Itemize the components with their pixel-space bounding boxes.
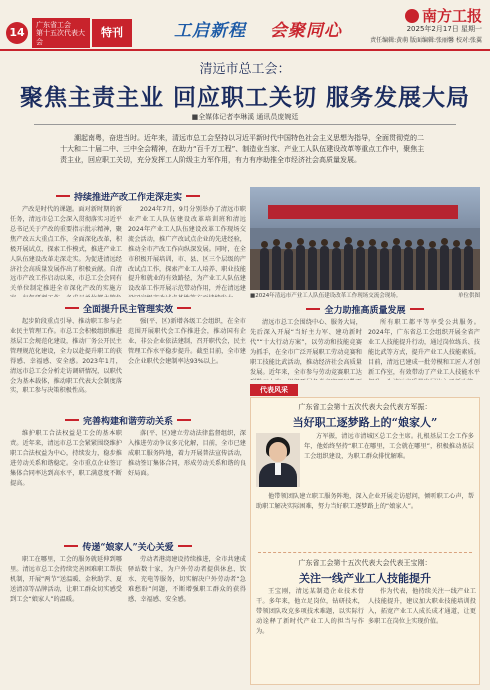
- theme-banner: [174, 16, 342, 41]
- article-headline: 聚焦主责主业 回应职工关切 服务发展大局: [19, 84, 470, 111]
- theme-banner-left: 工启新程: [174, 21, 246, 41]
- newspaper-brand: [405, 5, 482, 26]
- section-1-text-col-b: 2024年7月，9月分别举办了清远市职业产业工人队伍建设改革培训班和清远2024年产业工人队伍建设改革工作现场交流会活动，推广产改试点企业的先进经验，推动全市产改工作向纵深发展。同时，在全市积极开展培训，市、县、区三个层级的产改试点工作，探索产业工人培养、职业技能提升和就业的有效路径，为产业工人队伍建设改革工作开展示范带动作用，并在清远建: [128, 206, 246, 293]
- editor-credits: 责任编辑:黄萌 版面编辑:张丽馨 校对:张翼: [370, 37, 482, 44]
- section-2-text-col-a: 起步阶段重点引导、推动职工参与企业民主管理工作。市总工会积极组织推进基层工会规范化建设，推动厂务公开民主管理规范化建设，全力以赴提升职工的获得感、幸福感、安全感。2023年1月，清远市总工会分析走访调研情况，以职代会为基本载体，推动职工代表大会制度落实，职工参与决策积极性高。: [10, 318, 122, 395]
- photo-caption-text: ■2024年清远市产业工人队伍建设改革工作现场交流会现场。: [250, 293, 402, 299]
- section-3-text-col-b: 落(平、区)建立劳动法律监督组织，深入推进劳动争议多元化解，目前，全市已建成职工服务阵地，着力开展普法宣传活动，推动签订集体合同，形成劳动关系和谐的良好局面。: [128, 430, 246, 477]
- rep2-subtitle: 广东省工会第十五次代表大会代表王宝刚：: [298, 559, 432, 567]
- section-label-line1: 广东省工会: [36, 21, 71, 29]
- rep2-title: 关注一线产业工人技能提升: [299, 572, 431, 585]
- brand-logo-icon: [405, 9, 419, 23]
- photo-source: 单位供图: [457, 293, 480, 299]
- rep1-text-a: 方军振，清远市清城区总工会主席。扎根基层工会工作多年，他始终坚持“职工在哪里，工会就在哪里”，积极推动基层工会组织建设，为职工群众排忧解难。: [304, 433, 474, 460]
- section-title-right: 全力助推高质量发展: [250, 303, 480, 316]
- rep1-portrait: [256, 433, 300, 487]
- section-title-2: 全面提升民主管理实效: [10, 302, 246, 315]
- rep2-text-a: 王宝刚，清远某制造企业技术骨干。多年来，他立足岗位，钻研技术，带领团队攻克多项技术难题，以实际行动诠释了新时代产业工人的担当与作为。: [256, 588, 364, 635]
- section-3-text-col-a: 维护职工合法权益是工会的基本职责。近年来，清远市总工会紧紧围绕维护职工合法权益为中心，持续发力，稳步推进劳动关系和谐稳定。全市重点企业签订集体合同率达到高水平，职工满意度不断提高。: [10, 430, 122, 487]
- masthead: [0, 0, 490, 50]
- rep1-text-b: 他带领团队建立职工服务阵地，深入企业开展走访慰问，倾听职工心声，帮助职工解决实际困难，努力当好职工逐梦路上的“娘家人”。: [256, 493, 474, 510]
- page-number: 14: [6, 22, 28, 44]
- issue-date: 2025年2月17日 星期一: [406, 25, 482, 33]
- article-kicker: 清远市总工会：: [199, 62, 291, 77]
- right-section-text-col-a: 清远市总工会围绕中心、服务大局，先后深入开展“当好主力军、建功新时代”“十大行动方案”，以劳动和技能竞赛为抓手，在全市广泛开展职工劳动竞赛和职工技能比武活动，推动经济社会高质量发展。近年来，全市参与劳动竞赛职工达: [250, 319, 362, 376]
- section-title-3: 完善构建和谐劳动关系: [10, 414, 246, 427]
- section-title-4: 传递“娘家人”关心关爱: [10, 540, 246, 553]
- section-2-text-col-b: 强(平、区)新增各级工会组织，在全市范围开展职代会工作推进会，推动国有企业、非公企业依法建制，召开职代会，民主管理工作水平稳步提升。截至目前，全市建会企业职代会建制率达93%以上。: [128, 318, 246, 365]
- headline-divider: [34, 124, 456, 125]
- section-label: [32, 18, 90, 48]
- brand-name: 南方工报: [421, 7, 482, 25]
- section-4-text-col-a: 职工在哪里，工会的服务就延伸到哪里。清远市总工会持续完善困难职工帮扶机制，开展“两节”送温暖、金秋助学、夏送清凉等品牌活动，让职工群众切实感受到工会“娘家人”的温暖。: [10, 556, 122, 603]
- rep2-text-b: 作为代表，他持续关注一线产业工人技能提升，建议加大职业技能培训投入，拓宽产业工人成长成才通道，让更多职工在岗位上实现价值。: [368, 588, 476, 625]
- masthead-rule: [0, 49, 490, 51]
- section-4-text-col-b: 劳动者港湾建设持续推进，全市共建成驿站数十家，为户外劳动者提供休息、饮水、充电等服务，切实解决户外劳动者“急难愁盼”问题，不断增强职工群众的获得感、幸福感、安全感。: [128, 556, 246, 603]
- rep-divider: [258, 552, 472, 553]
- section-1-text-col-a: 产改是时代的课题。面对新时期的新任务，清远市总工会深入贯彻落实习近平总书记关于产改的重要指示批示精神，聚焦产改五大重点工作，全面深化改革，积极开展试点、探索工作模式，推进产业工人队伍建设改革走深走实。为促进清远经济社会高质量发展作出了积极贡献。自清远市产改工作启动以来，市总工会会同有关单位制定推进全市深化产改的实施方: [10, 206, 122, 293]
- right-section-text-col-b: 所有职工都平等享受公共服务。2024年，广东省总工会组织开展全省产业工人技能提升行动，通过岗位练兵、技能比武等方式，提升产业工人技能素质。目前，清远已建成一批劳模和工匠人才创新工作室，有效带动了产业工人技能水平: [368, 319, 480, 376]
- rep1-subtitle: 广东省工会第十五次代表大会代表方军振：: [298, 403, 432, 411]
- section-title-1: 持续推进产改工作走深走实: [10, 190, 246, 203]
- article-byline: ■全媒体记者李琳溪 通讯员庞婉廷: [191, 113, 299, 121]
- section-label-line2: 第十五次代表大会: [36, 29, 85, 46]
- lead-paragraph: 潮起南粤，奋进当时。近年来，清远市总工会坚持以习近平新时代中国特色社会主义思想为指导，全面贯彻党的二十大和二十届二中、三中全会精神，在助力“百千万工程”、制造业当家、产业工人队伍建设改革等重点工作中，聚焦主责主业，回应职工关切，充分发挥工人阶级主力军作用，有力有序助推全市经济社会高质量发展。: [60, 134, 425, 164]
- theme-banner-right: 会聚同心: [269, 21, 342, 41]
- event-photo: [250, 187, 480, 290]
- special-edition-label: 特刊: [92, 19, 132, 47]
- rep1-title: 当好职工逐梦路上的“娘家人”: [292, 416, 438, 429]
- photo-caption: [250, 291, 480, 299]
- representatives-tag: 代表风采: [250, 384, 298, 396]
